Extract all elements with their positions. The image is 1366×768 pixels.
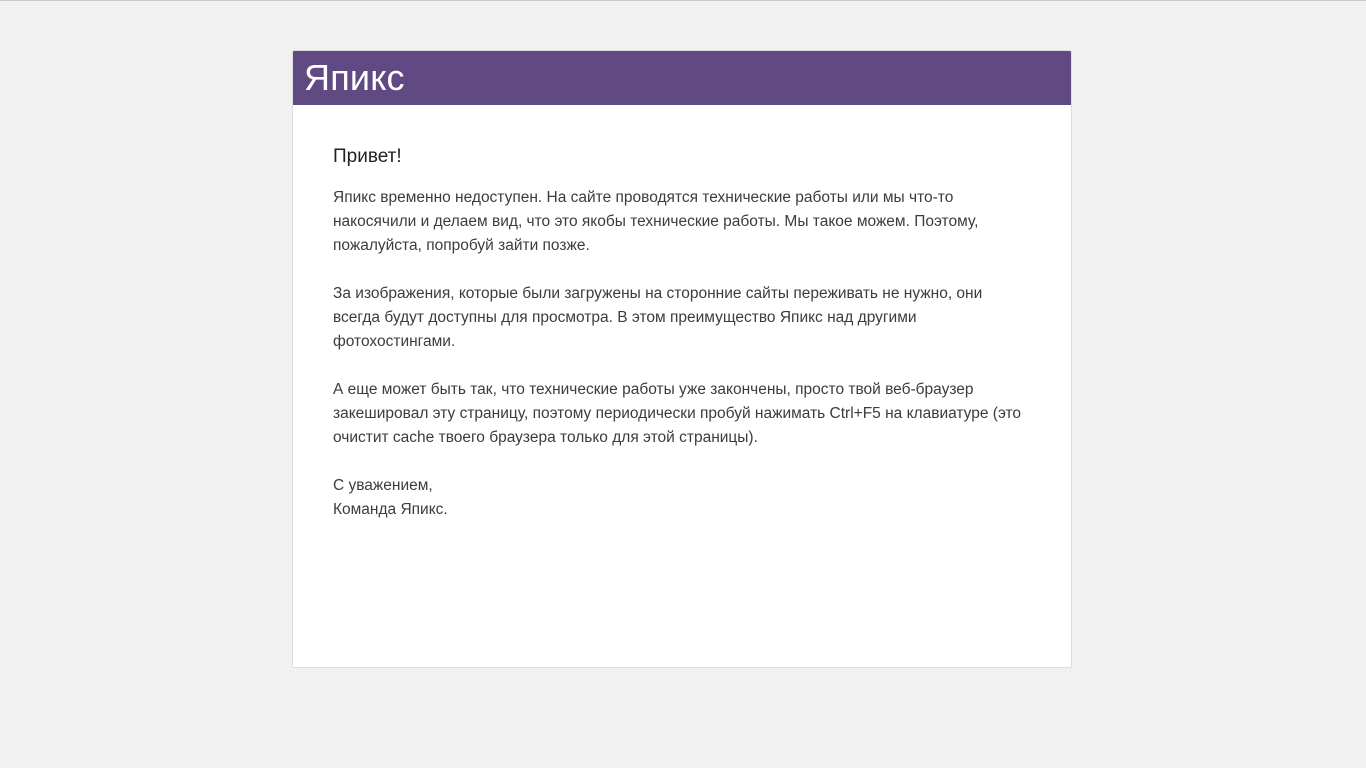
- site-logo: Япикс: [304, 57, 405, 98]
- signature-regards: С уважением,: [333, 477, 433, 494]
- paragraph-unavailable: Япикс временно недоступен. На сайте проводятся технические работы или мы что-то накосячили и делаем вид, что это якобы технические работы. Мы такое можем. Поэтому, пожалуйста, попробуй зайти позже.: [333, 189, 979, 254]
- signature: [333, 474, 1031, 522]
- top-border: [0, 0, 1366, 1]
- paragraph-images: За изображения, которые были загружены на сторонние сайты переживать не нужно, они всегда будут доступны для просмотра. В этом преимущество Япикс над другими фотохостингами.: [333, 285, 983, 350]
- signature-team: Команда Япикс.: [333, 501, 448, 518]
- message-content: [293, 105, 1071, 522]
- header-bar: [293, 51, 1071, 105]
- maintenance-card: [292, 50, 1072, 668]
- paragraph-cache: А еще может быть так, что технические работы уже закончены, просто твой веб-браузер закешировал эту страницу, поэтому периодически пробуй нажимать Ctrl+F5 на клавиатуре (это очистит cache твоего браузера только для этой страницы).: [333, 381, 1022, 446]
- greeting-heading: Привет!: [333, 146, 402, 167]
